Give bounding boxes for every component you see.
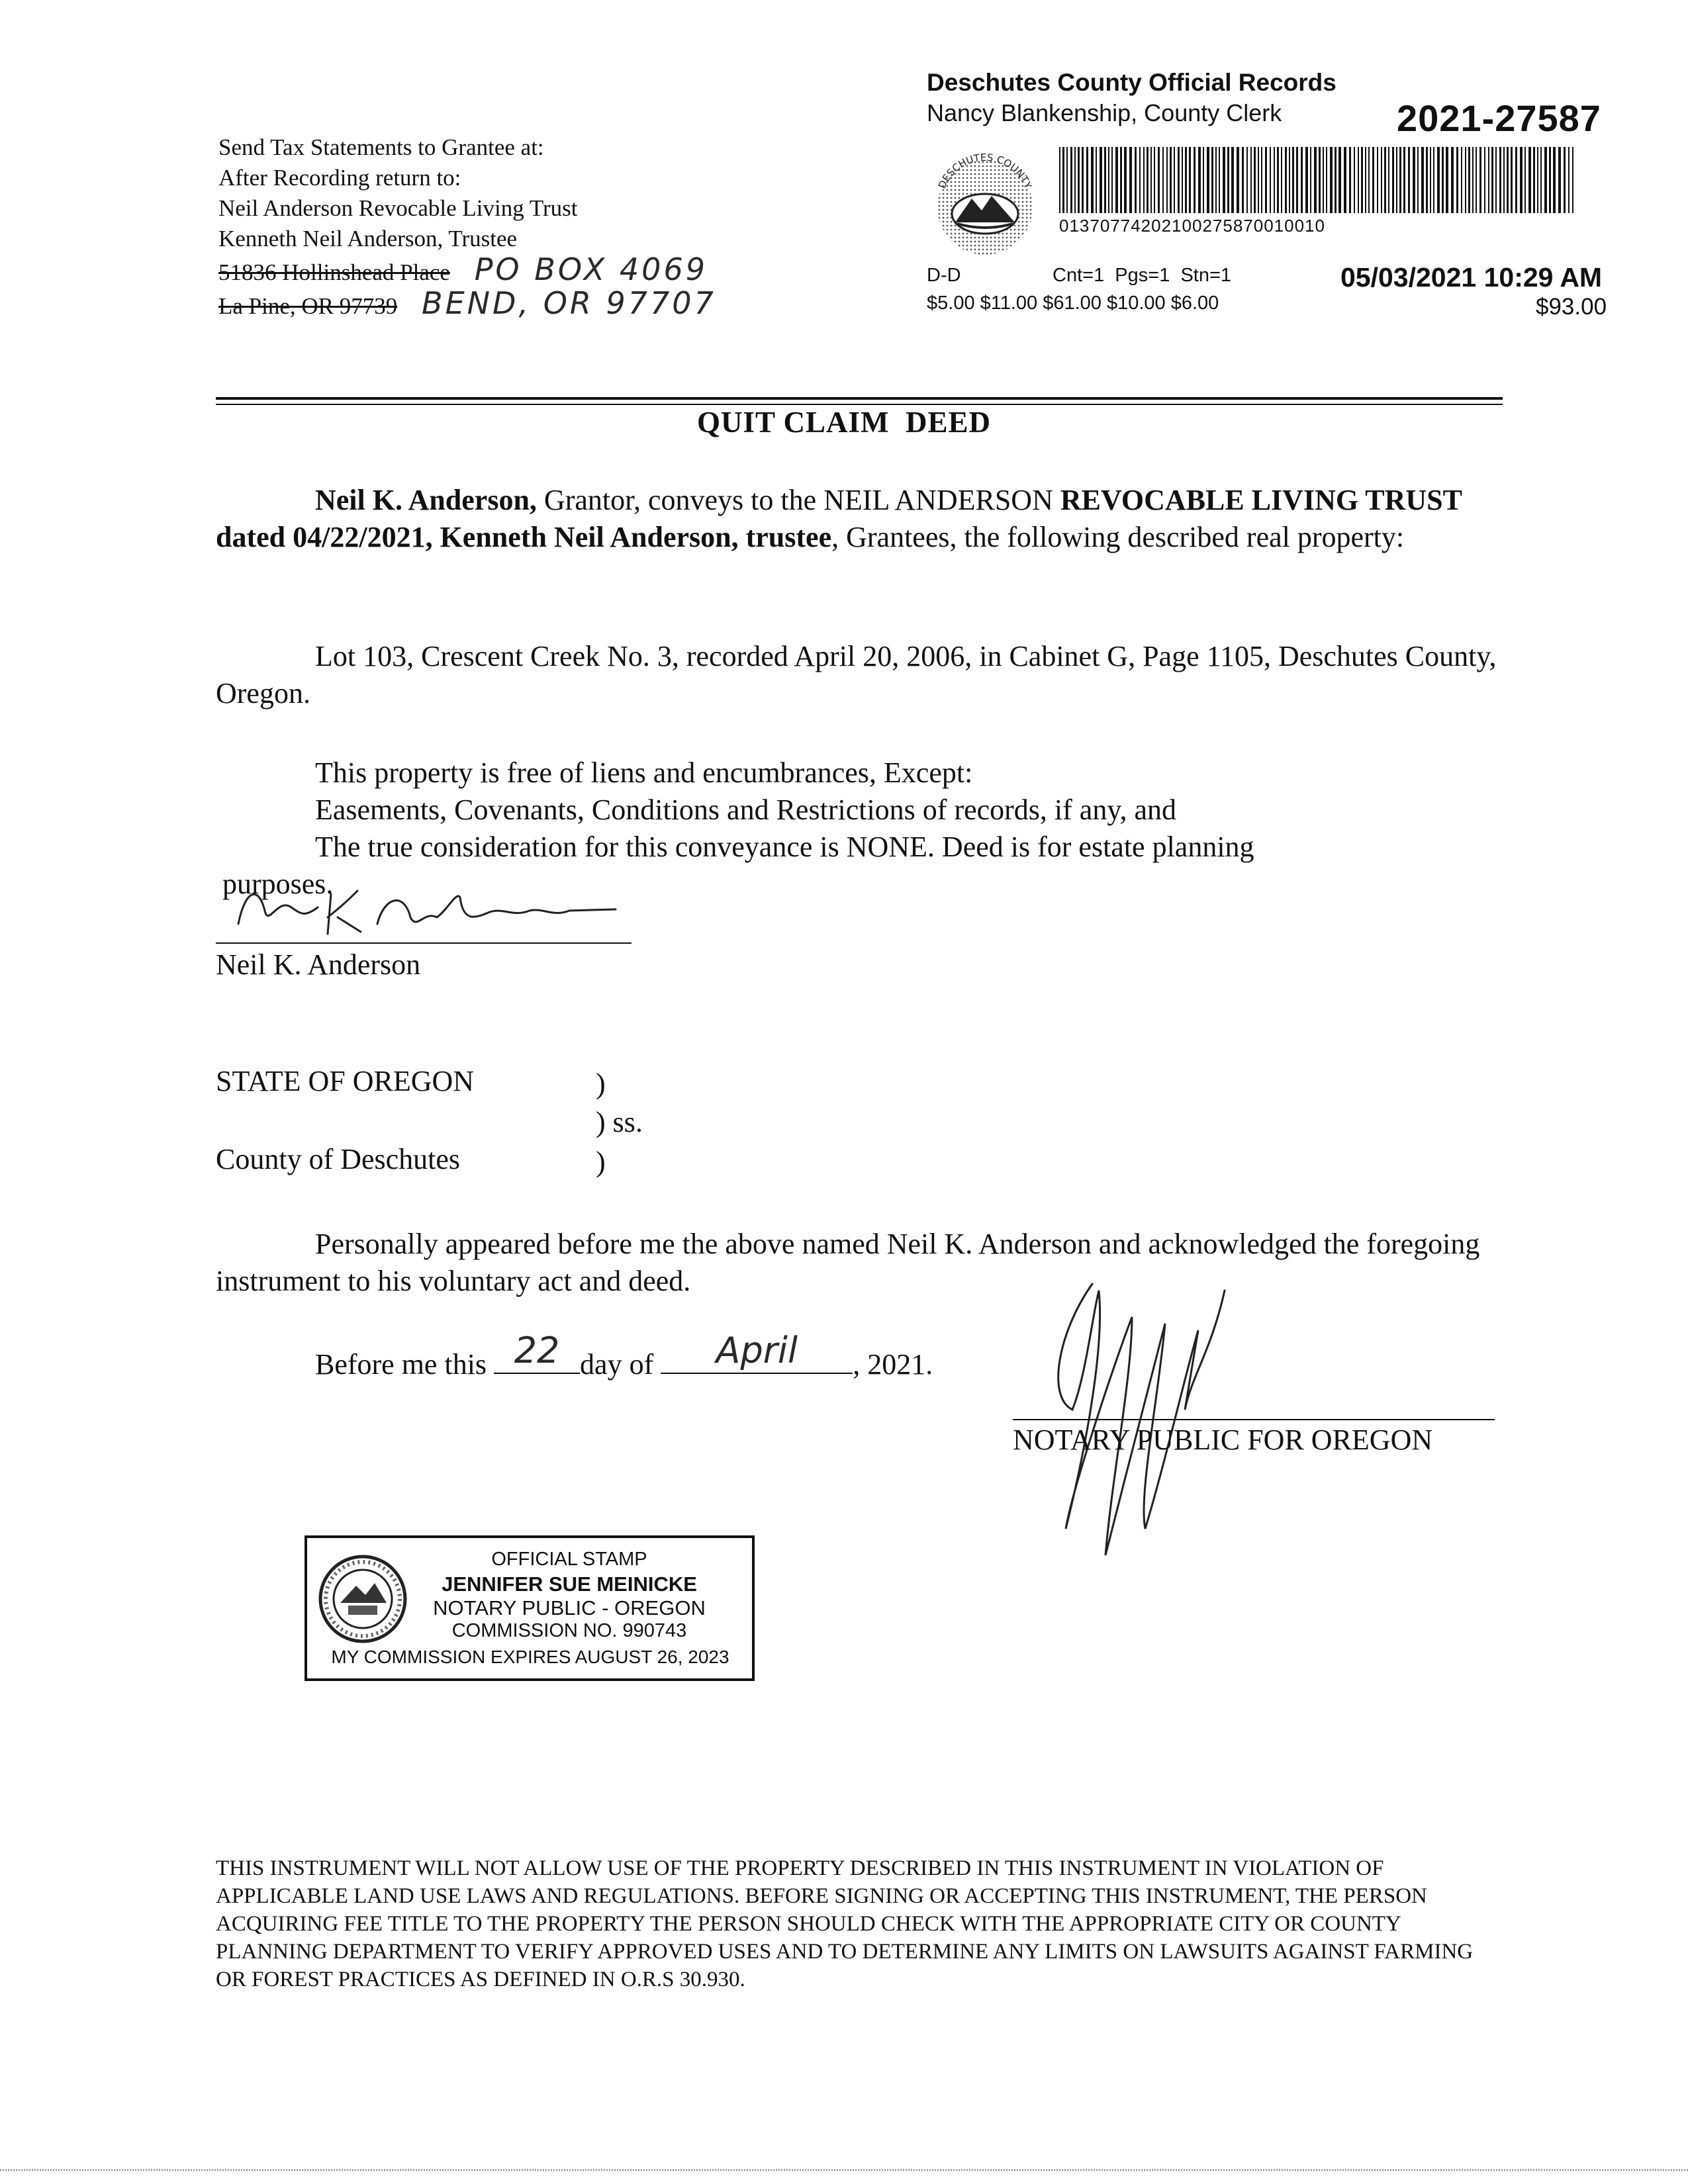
before-me-label: Before me this bbox=[315, 1348, 487, 1381]
return-line-5 bbox=[218, 251, 716, 288]
barcode-bar bbox=[1261, 147, 1262, 213]
venue-paren-ss: ) ss. bbox=[596, 1106, 643, 1138]
barcode-bar bbox=[1258, 147, 1259, 213]
barcode-bar bbox=[1392, 147, 1394, 213]
scan-edge bbox=[0, 2169, 1688, 2171]
barcode-bar bbox=[1108, 147, 1109, 213]
barcode-bar bbox=[1361, 147, 1363, 213]
lot-text: Lot 103, Crescent Creek No. 3, recorded April 20, 2006, in Cabinet G, Page 1105, Deschutes County, Oregon. bbox=[216, 640, 1497, 709]
barcode-bar bbox=[1120, 147, 1122, 213]
barcode-bar bbox=[1270, 147, 1271, 213]
barcode-bar bbox=[1129, 147, 1132, 213]
return-line-6 bbox=[218, 285, 716, 322]
legal-description bbox=[216, 638, 1507, 712]
barcode-bar bbox=[1381, 147, 1382, 213]
acknowledgment-text: Personally appeared before me the above named Neil K. Anderson and acknowledged the foregoing instrument to his voluntary act and deed. bbox=[216, 1228, 1480, 1297]
venue-paren-3: ) bbox=[596, 1146, 606, 1178]
barcode-bar bbox=[1468, 147, 1470, 213]
handwritten-month: April bbox=[716, 1330, 798, 1371]
stamp-commission-no: COMMISSION NO. 990743 bbox=[451, 1620, 687, 1641]
month-blank bbox=[661, 1330, 853, 1374]
barcode-bar bbox=[1111, 147, 1113, 213]
barcode-bar bbox=[1433, 147, 1434, 213]
grantee-trust: REVOCABLE LIVING TRUST dated 04/22/2021, Kenneth Neil Anderson, trustee bbox=[216, 484, 1462, 553]
barcode-bar bbox=[1143, 147, 1145, 213]
notary-label: NOTARY PUBLIC FOR OREGON bbox=[1013, 1424, 1433, 1456]
struck-city: La Pine, OR 97739 bbox=[218, 293, 398, 319]
barcode-bar bbox=[1537, 147, 1538, 213]
barcode-bar bbox=[1182, 147, 1183, 213]
oregon-seal-icon bbox=[316, 1553, 409, 1645]
return-line-4: Kenneth Neil Anderson, Trustee bbox=[218, 226, 518, 251]
barcode-bar bbox=[1544, 147, 1547, 213]
recording-number: 2021-27587 bbox=[1397, 97, 1601, 139]
barcode-bar bbox=[1472, 147, 1474, 213]
barcode-bar bbox=[1479, 147, 1481, 213]
barcode-bar bbox=[1323, 147, 1324, 213]
county-seal-icon bbox=[925, 144, 1045, 263]
barcode-bar bbox=[1384, 147, 1386, 213]
stamp-notary-title: NOTARY PUBLIC - OREGON bbox=[433, 1596, 706, 1619]
consideration-statement: The true consideration for this conveyance is NONE. Deed is for estate planning bbox=[315, 831, 1254, 863]
barcode-bar bbox=[1223, 147, 1225, 213]
easements-statement: Easements, Covenants, Conditions and Restrictions of records, if any, and bbox=[315, 794, 1177, 826]
barcode-bar bbox=[1178, 147, 1180, 213]
barcode-bar bbox=[1354, 147, 1355, 213]
records-title: Deschutes County Official Records bbox=[927, 69, 1336, 96]
liens-statement: This property is free of liens and encumbrances, Except: bbox=[315, 756, 973, 789]
barcode-bar bbox=[1301, 147, 1303, 213]
barcode-bar bbox=[1059, 147, 1060, 213]
barcode-bar bbox=[1310, 147, 1311, 213]
barcode-bar bbox=[1203, 147, 1204, 213]
barcode-digits: 01370774202100275870010010 bbox=[1059, 216, 1325, 236]
barcode-bar bbox=[1484, 147, 1485, 213]
barcode-bar bbox=[1150, 147, 1152, 213]
barcode-bar bbox=[1100, 147, 1102, 213]
barcode-bar bbox=[1488, 147, 1489, 213]
barcode-bar bbox=[1368, 147, 1370, 213]
return-line-3: Neil Anderson Revocable Living Trust bbox=[218, 195, 578, 221]
barcode-bar bbox=[1540, 147, 1542, 213]
barcode-bar bbox=[1388, 147, 1389, 213]
barcode-bar bbox=[1335, 147, 1336, 213]
barcode-bar bbox=[1520, 147, 1523, 213]
grant-text-1: Grantor, conveys to the NEIL ANDERSON bbox=[536, 484, 1060, 516]
barcode-bar bbox=[1442, 147, 1444, 213]
stamp-heading: OFFICIAL STAMP bbox=[491, 1549, 647, 1570]
barcode-bar bbox=[1528, 147, 1531, 213]
barcode-bar bbox=[1091, 147, 1094, 213]
barcode-bar bbox=[1495, 147, 1497, 213]
barcode-bar bbox=[1451, 147, 1454, 213]
barcode-bar bbox=[1296, 147, 1298, 213]
signature-line bbox=[216, 942, 632, 944]
fee-breakdown: $5.00 $11.00 $61.00 $10.00 $6.00 bbox=[927, 293, 1219, 314]
seal-text: DESCHUTES COUNTY bbox=[935, 151, 1035, 191]
day-blank bbox=[494, 1330, 580, 1374]
barcode-bar bbox=[1568, 147, 1570, 213]
barcode-bar bbox=[1246, 147, 1248, 213]
barcode-bar bbox=[1104, 147, 1106, 213]
barcode-bar bbox=[1250, 147, 1252, 213]
barcode-bar bbox=[1503, 147, 1505, 213]
barcode-bar bbox=[1086, 147, 1088, 213]
barcode-bar bbox=[1515, 147, 1517, 213]
total-fee: $93.00 bbox=[1536, 294, 1607, 320]
barcode-icon bbox=[1059, 147, 1582, 213]
barcode-bar bbox=[1096, 147, 1097, 213]
barcode-bar bbox=[1305, 147, 1308, 213]
barcode-bar bbox=[1207, 147, 1209, 213]
barcode-bar bbox=[1158, 147, 1160, 213]
barcode-bar bbox=[1344, 147, 1346, 213]
barcode-bar bbox=[1237, 147, 1239, 213]
barcode-bar bbox=[1285, 147, 1287, 213]
barcode-bar bbox=[1062, 147, 1064, 213]
barcode-bar bbox=[1338, 147, 1341, 213]
doc-type-code: D-D bbox=[927, 265, 961, 286]
stamp-expiration: MY COMMISSION EXPIRES AUGUST 26, 2023 bbox=[331, 1647, 729, 1667]
barcode-bar bbox=[1564, 147, 1566, 213]
barcode-bar bbox=[1491, 147, 1493, 213]
barcode-bar bbox=[1365, 147, 1366, 213]
barcode-bar bbox=[1227, 147, 1229, 213]
page-counts: Cnt=1 Pgs=1 Stn=1 bbox=[1053, 265, 1232, 286]
barcode-bar bbox=[1553, 147, 1556, 213]
barcode-bar bbox=[1499, 147, 1501, 213]
barcode-bar bbox=[1446, 147, 1448, 213]
venue-county: County of Deschutes bbox=[216, 1143, 461, 1175]
grant-paragraph bbox=[216, 482, 1507, 556]
barcode-bar bbox=[1289, 147, 1290, 213]
handwritten-po-box: PO BOX 4069 bbox=[474, 251, 708, 287]
consideration-end: purposes. bbox=[222, 868, 334, 900]
barcode-bar bbox=[1417, 147, 1419, 213]
barcode-bar bbox=[1124, 147, 1127, 213]
header-rule bbox=[216, 397, 1503, 400]
barcode-bar bbox=[1426, 147, 1428, 213]
barcode-bar bbox=[1326, 147, 1327, 213]
barcode-bar bbox=[1437, 147, 1440, 213]
barcode-bar bbox=[1549, 147, 1551, 213]
barcode-bar bbox=[1413, 147, 1415, 213]
barcode-bar bbox=[1511, 147, 1513, 213]
barcode-bar bbox=[1139, 147, 1141, 213]
barcode-bar bbox=[1074, 147, 1076, 213]
barcode-bar bbox=[1277, 147, 1279, 213]
day-of-label: day of bbox=[580, 1348, 654, 1381]
barcode-bar bbox=[1135, 147, 1137, 213]
barcode-bar bbox=[1082, 147, 1084, 213]
barcode-bar bbox=[1115, 147, 1118, 213]
grantor-name: Neil K. Anderson, bbox=[315, 484, 537, 516]
struck-street: 51836 Hollinshead Place bbox=[218, 259, 450, 285]
document-title: QUIT CLAIM DEED bbox=[697, 406, 991, 439]
barcode-bar bbox=[1403, 147, 1405, 213]
notary-signature-line bbox=[1013, 1419, 1495, 1420]
barcode-bar bbox=[1377, 147, 1378, 213]
barcode-bar bbox=[1211, 147, 1213, 213]
barcode-bar bbox=[1465, 147, 1466, 213]
barcode-bar bbox=[1358, 147, 1359, 213]
barcode-bar bbox=[1070, 147, 1072, 213]
barcode-bar bbox=[1254, 147, 1256, 213]
venue-state: STATE OF OREGON bbox=[216, 1065, 475, 1097]
handwritten-city: BEND, OR 97707 bbox=[422, 285, 716, 321]
stamp-notary-name: JENNIFER SUE MEINICKE bbox=[442, 1572, 697, 1596]
barcode-bar bbox=[1265, 147, 1267, 213]
barcode-bar bbox=[1319, 147, 1321, 213]
barcode-bar bbox=[1558, 147, 1561, 213]
acknowledgment-statement bbox=[216, 1226, 1507, 1300]
barcode-bar bbox=[1162, 147, 1164, 213]
barcode-bar bbox=[1189, 147, 1191, 213]
barcode-bar bbox=[1154, 147, 1155, 213]
land-use-disclaimer: THIS INSTRUMENT WILL NOT ALLOW USE OF THE PROPERTY DESCRIBED IN THIS INSTRUMENT IN VIOLATION OF APPLICABLE LAND USE LAWS AND REGULATIONS. BEFORE SIGNING OR ACCEPTING THIS INSTRUMENT, THE PERSON ACQUIRING FEE TITLE TO THE PROPERTY THE PERSON SHOULD CHECK WITH THE APPROPRIATE CITY OR COUNTY PLANNING DEPARTMENT TO VERIFY APPROVED USES AND TO DETERMINE ANY LIMITS ON LAWSUITS AGAINST FARMING OR FOREST PRACTICES AS DEFINED IN O.R.S 30.930. bbox=[216, 1856, 1474, 1991]
county-clerk: Nancy Blankenship, County Clerk bbox=[927, 99, 1282, 126]
venue-paren-1: ) bbox=[596, 1068, 606, 1100]
barcode-bar bbox=[1507, 147, 1509, 213]
barcode-bar bbox=[1399, 147, 1401, 213]
barcode-bar bbox=[1461, 147, 1462, 213]
barcode-bar bbox=[1215, 147, 1217, 213]
barcode-bar bbox=[1572, 147, 1573, 213]
barcode-bar bbox=[1242, 147, 1244, 213]
signer-name: Neil K. Anderson bbox=[216, 948, 421, 981]
barcode-bar bbox=[1421, 147, 1424, 213]
before-me-line bbox=[315, 1330, 933, 1381]
barcode-bar bbox=[1330, 147, 1333, 213]
return-line-1: Send Tax Statements to Grantee at: bbox=[218, 134, 544, 160]
year-label: , 2021. bbox=[853, 1348, 933, 1381]
handwritten-day: 22 bbox=[514, 1330, 560, 1371]
barcode-bar bbox=[1185, 147, 1187, 213]
barcode-bar bbox=[1281, 147, 1282, 213]
barcode-bar bbox=[1194, 147, 1196, 213]
grant-text-2: , Grantees, the following described real property: bbox=[831, 521, 1405, 553]
grantor-signature-icon bbox=[218, 871, 642, 944]
barcode-bar bbox=[1166, 147, 1168, 213]
barcode-bar bbox=[1372, 147, 1374, 213]
barcode-bar bbox=[1314, 147, 1317, 213]
barcode-bar bbox=[1198, 147, 1201, 213]
return-address-block bbox=[218, 132, 716, 322]
barcode-bar bbox=[1078, 147, 1080, 213]
barcode-bar bbox=[1524, 147, 1526, 213]
barcode-bar bbox=[1066, 147, 1068, 213]
barcode-bar bbox=[1170, 147, 1172, 213]
barcode-bar bbox=[1147, 147, 1149, 213]
recording-datetime: 05/03/2021 10:29 AM bbox=[1340, 262, 1603, 293]
barcode-bar bbox=[1174, 147, 1175, 213]
barcode-bar bbox=[1231, 147, 1234, 213]
barcode-bar bbox=[1456, 147, 1458, 213]
barcode-bar bbox=[1408, 147, 1410, 213]
barcode-bar bbox=[1274, 147, 1275, 213]
return-line-2: After Recording return to: bbox=[218, 165, 461, 191]
barcode-bar bbox=[1219, 147, 1220, 213]
barcode-bar bbox=[1292, 147, 1294, 213]
barcode-bar bbox=[1533, 147, 1535, 213]
barcode-bar bbox=[1476, 147, 1477, 213]
barcode-bar bbox=[1349, 147, 1351, 213]
barcode-bar bbox=[1430, 147, 1431, 213]
barcode-bar bbox=[1396, 147, 1397, 213]
